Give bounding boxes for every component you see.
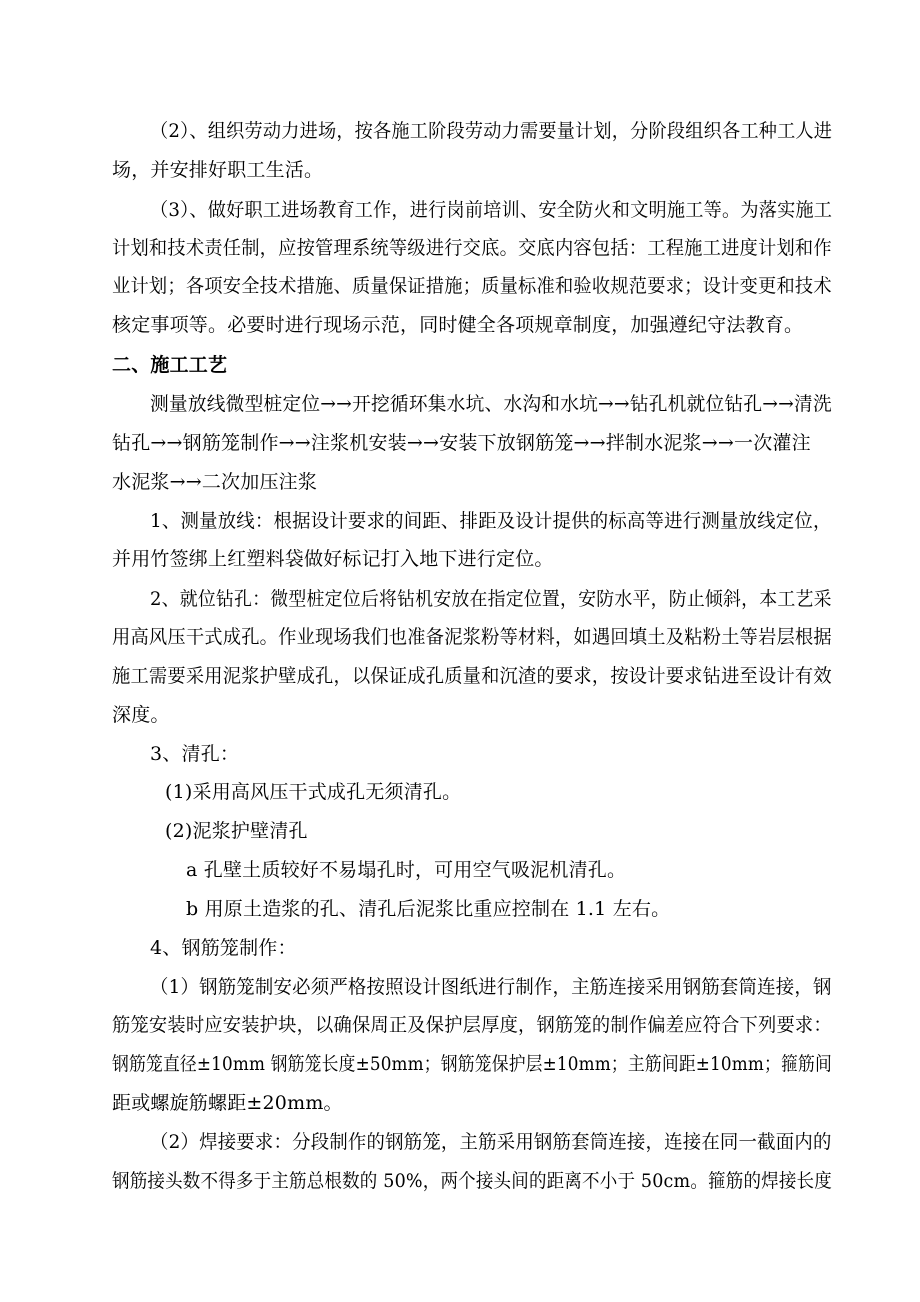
paragraph-line: 钻孔→→钢筋笼制作→→注浆机安装→→安装下放钢筋笼→→拌制水泥浆→→一次灌注 — [112, 432, 811, 454]
paragraph-line: （2）、组织劳动力进场，按各施工阶段劳动力需要量计划，分阶段组织各工种工人进 — [150, 120, 833, 142]
paragraph-line: （3）、做好职工进场教育工作，进行岗前培训、安全防火和文明施工等。为落实施工 — [150, 199, 833, 221]
paragraph-line: 2、就位钻孔：微型桩定位后将钻机安放在指定位置，安防水平，防止倾斜，本工艺采 — [150, 588, 832, 610]
paragraph-line: 钢筋笼直径±10mm 钢筋笼长度±50mm；钢筋笼保护层±10mm；主筋间距±10mm；箍筋间 — [112, 1053, 832, 1075]
paragraph-line: 施工需要采用泥浆护壁成孔，以保证成孔质量和沉渣的要求，按设计要求钻进至设计有效 — [112, 665, 832, 687]
list-item: a 孔壁土质较好不易塌孔时，可用空气吸泥机清孔。 — [186, 859, 627, 881]
paragraph-line: 钢筋接头数不得多于主筋总根数的 50%，两个接头间的距离不小于 50cm。箍筋的焊接长度 — [112, 1170, 832, 1192]
subsection-heading: 3、清孔： — [150, 743, 240, 765]
paragraph-line: （1）钢筋笼制安必须严格按照设计图纸进行制作，主筋连接采用钢筋套筒连接，钢 — [150, 976, 832, 998]
subsection-heading: 4、钢筋笼制作： — [150, 937, 297, 959]
paragraph-line: 距或螺旋筋螺距±20mm。 — [112, 1092, 343, 1114]
paragraph-line: 业计划；各项安全技术措施、质量保证措施；质量标准和验收规范要求；设计变更和技术 — [112, 275, 832, 297]
paragraph-line: 水泥浆→→二次加压注浆 — [112, 471, 318, 493]
paragraph-line: 测量放线微型桩定位→→开挖循环集水坑、水沟和水坑→→钻孔机就位钻孔→→清洗 — [150, 393, 832, 415]
paragraph-line: 1、测量放线：根据设计要求的间距、排距及设计提供的标高等进行测量放线定位， — [150, 510, 832, 532]
list-item: (2)泥浆护壁清孔 — [165, 820, 308, 842]
paragraph-line: 核定事项等。必要时进行现场示范，同时健全各项规章制度，加强遵纪守法教育。 — [112, 314, 804, 336]
paragraph-line: 并用竹签绑上红塑料袋做好标记打入地下进行定位。 — [112, 548, 554, 570]
paragraph-line: 计划和技术责任制，应按管理系统等级进行交底。交底内容包括：工程施工进度计划和作 — [112, 237, 832, 259]
list-item: b 用原土造浆的孔、清孔后泥浆比重应控制在 1.1 左右。 — [186, 898, 671, 920]
section-heading: 二、施工工艺 — [112, 354, 228, 376]
paragraph-line: 场，并安排好职工生活。 — [112, 159, 324, 181]
paragraph-line: （2）焊接要求：分段制作的钢筋笼，主筋采用钢筋套筒连接，连接在同一截面内的 — [150, 1131, 832, 1153]
paragraph-line: 用高风压干式成孔。作业现场我们也准备泥浆粉等材料，如遇回填土及粘粉土等岩层根据 — [112, 626, 832, 648]
list-item: (1)采用高风压干式成孔无须清孔。 — [165, 781, 462, 803]
paragraph-line: 深度。 — [112, 704, 170, 726]
paragraph-line: 筋笼安装时应安装护块，以确保周正及保护层厚度，钢筋笼的制作偏差应符合下列要求： — [112, 1014, 832, 1036]
